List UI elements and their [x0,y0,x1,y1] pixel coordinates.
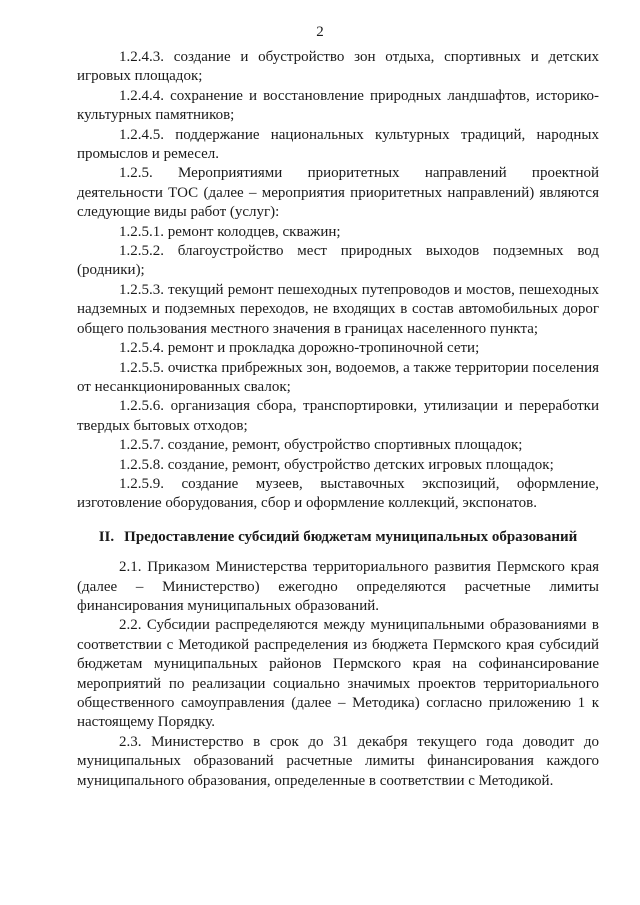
paragraph-1-2-4-4: 1.2.4.4. сохранение и восстановление природных ландшафтов, историко-культурных памятников; [77,87,599,124]
paragraph-2-2: 2.2. Субсидии распределяются между муниципальными образованиями в соответствии с Методикой распределения из бюджета Пермского края субсидий бюджетам муниципальных районов Пермского края на софинансирование мероприятий по реализации социально значимых проектов территориального общественного самоуправления (далее – Методика) согласно приложению 1 к настоящему Порядку. [77,617,599,731]
paragraph-1-2-5-6: 1.2.5.6. организация сбора, транспортировки, утилизации и переработки твердых бытовых отходов; [77,398,599,434]
paragraph-1-2-5-3: 1.2.5.3. текущий ремонт пешеходных путепроводов и мостов, пешеходных надземных и подземных переходов, не входящих в состав автомобильных дорог общего пользования местного значения в границах населенного пункта; [77,281,599,337]
paragraph-1-2-5-7: 1.2.5.7. создание, ремонт, обустройство спортивных площадок; [119,437,523,454]
section-heading [77,528,599,547]
section-number: II. [98,528,115,545]
document-body [77,48,599,791]
page-number: 2 [316,24,324,40]
paragraph-1-2-5-2: 1.2.5.2. благоустройство мест природных выходов подземных вод (родники); [77,243,599,279]
paragraph-1-2-5-4: 1.2.5.4. ремонт и прокладка дорожно-тропиночной сети; [119,340,480,357]
paragraph-2-3: 2.3. Министерство в срок до 31 декабря текущего года доводит до муниципальных образований расчетные лимиты финансирования каждого муниципального образования, определенные в соответствии с Методикой. [77,733,599,789]
paragraph-1-2-4-5: 1.2.4.5. поддержание национальных культурных традиций, народных промыслов и ремесел. [77,126,599,163]
paragraph-1-2-5-8: 1.2.5.8. создание, ремонт, обустройство детских игровых площадок; [119,456,554,473]
paragraph-1-2-5-1: 1.2.5.1. ремонт колодцев, скважин; [119,223,341,240]
section-title: Предоставление субсидий бюджетам муниципальных образований [124,528,578,545]
paragraph-1-2-5-5: 1.2.5.5. очистка прибрежных зон, водоемов, а также территории поселения от несанкционированных свалок; [77,359,599,395]
paragraph-1-2-5: 1.2.5. Мероприятиями приоритетных направлений проектной деятельности ТОС (далее – мероприятия приоритетных направлений) являются следующие виды работ (услуг): [77,165,599,221]
paragraph-1-2-4-3: 1.2.4.3. создание и обустройство зон отдыха, спортивных и детских игровых площадок; [77,49,599,85]
paragraph-2-1: 2.1. Приказом Министерства территориального развития Пермского края (далее – Министерство) ежегодно определяются расчетные лимиты финансирования муниципальных образований. [77,559,599,614]
paragraph-1-2-5-9: 1.2.5.9. создание музеев, выставочных экспозиций, оформление, изготовление оборудования, сбор и оформление коллекций, экспонатов. [77,475,599,512]
